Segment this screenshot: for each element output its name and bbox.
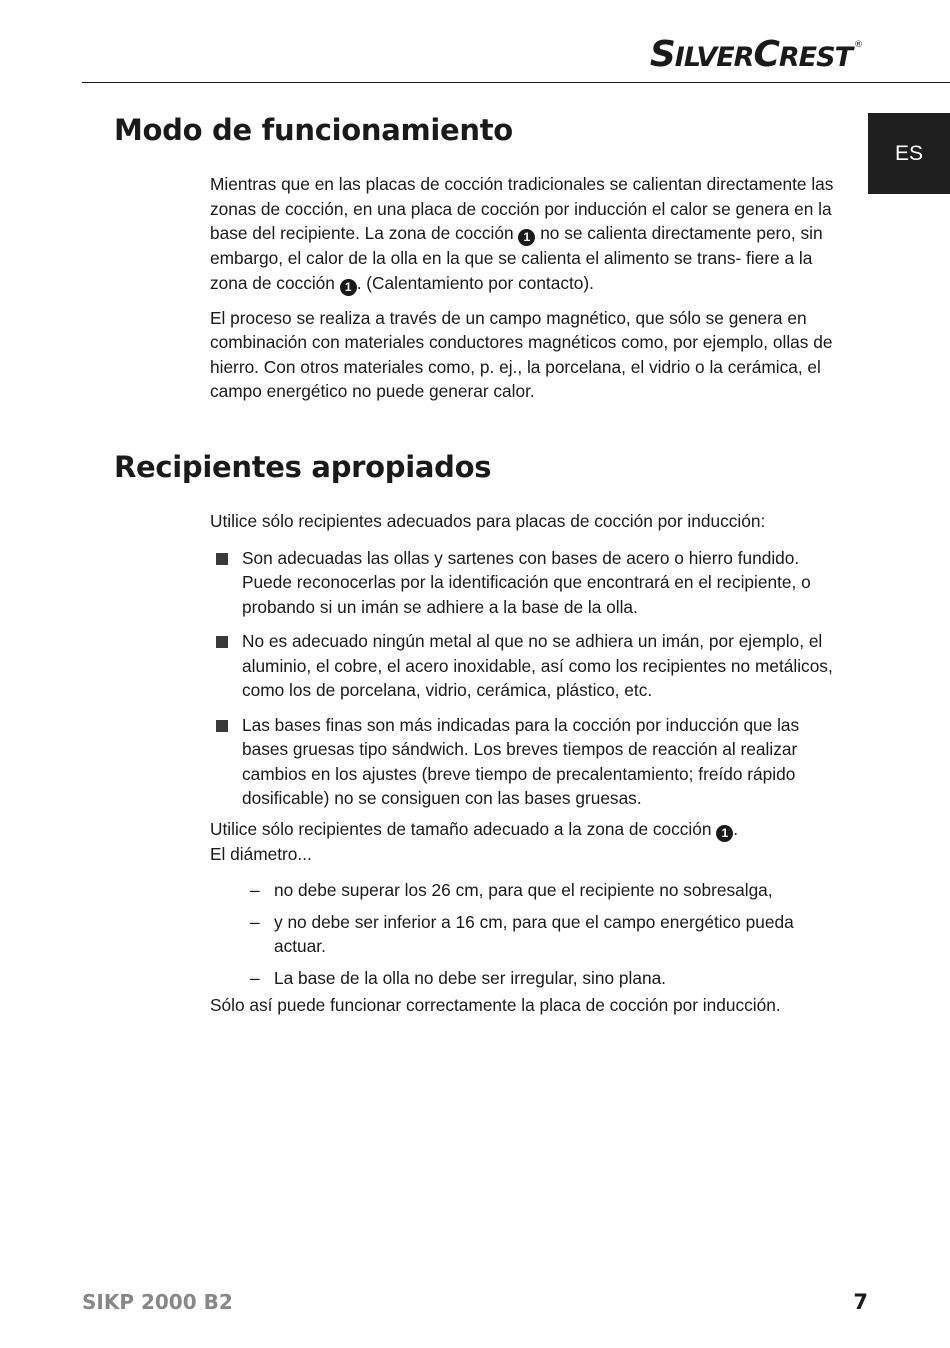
cooking-zone-marker-3: 1	[716, 825, 733, 842]
section-title-modo: Modo de funcionamiento	[114, 113, 513, 147]
dash-item: – y no debe ser inferior a 16 cm, para que el campo energético pueda actuar.	[250, 911, 794, 956]
dash-item: – La base de la olla no debe ser irregular, sino plana.	[250, 967, 666, 988]
cooking-zone-marker-2: 1	[340, 279, 357, 296]
paragraph-2: El proceso se realiza a través de un campo magnético, que sólo se genera en combinación con materiales conductores magnéticos como, por ejemplo, ollas de hierro. Con otros materiales como, p. ej., la porcelana, el vidrio o la cerámica, el campo energético no puede generar calor.	[210, 307, 833, 401]
square-bullet-icon	[216, 720, 228, 732]
section-title-recipientes: Recipientes apropiados	[114, 450, 492, 484]
bullet-item: Son adecuadas las ollas y sartenes con bases de acero o hierro fundido. Puede reconocerlas por la identificación que encontrará en el recipiente, o probando si un imán se adhiere a la base de la olla.	[210, 546, 840, 620]
diameter-text: El diámetro...	[210, 843, 312, 864]
footer-model: SIKP 2000 B2	[82, 1290, 233, 1314]
bullet-item: Las bases finas son más indicadas para la cocción por inducción que las bases gruesas tipo sándwich. Los breves tiempos de reacción al realizar cambios en los ajustes (breve tiempo de precalentamiento; freído rápido dosificable) no se consiguen con las bases gruesas.	[210, 713, 840, 811]
bullet-item: No es adecuado ningún metal al que no se adhiera un imán, por ejemplo, el aluminio, el cobre, el acero inoxidable, así como los recipientes no metálicos, como los de porcelana, vidrio, cerámica, plástico, etc.	[210, 629, 840, 703]
paragraph-1: Mientras que en las placas de cocción tradicionales se calientan directamente las zonas de cocción, en una placa de cocción por inducción el calor se genera en la base del recipiente. La zona de cocción 1 no se calienta directamente pero, sin embargo, el calor de la olla en la que se calienta el alimento se trans- fiere a la zona de cocción 1 . (Calentamiento por contacto).	[210, 174, 834, 294]
language-label: ES	[894, 141, 923, 165]
language-tab	[868, 113, 950, 194]
cooking-zone-marker-1: 1	[518, 229, 535, 246]
dash-item: – no debe superar los 26 cm, para que el recipiente no sobresalga,	[250, 880, 773, 900]
section-modo-body	[210, 172, 840, 404]
section-recipientes-body	[210, 509, 840, 1018]
square-bullet-icon	[216, 553, 228, 565]
page-number: 7	[853, 1290, 868, 1314]
square-bullet-icon	[216, 636, 228, 648]
header-rule	[82, 82, 950, 83]
size-text: Utilice sólo recipientes de tamaño adecuado a la zona de cocción 1 .	[210, 818, 739, 840]
silvercrest-logo: SILVERCREST ®	[649, 34, 862, 75]
intro-text: Utilice sólo recipientes adecuados para placas de cocción por inducción:	[210, 511, 766, 531]
closing-text: Sólo así puede funcionar correctamente la placa de cocción por inducción.	[210, 995, 781, 1015]
